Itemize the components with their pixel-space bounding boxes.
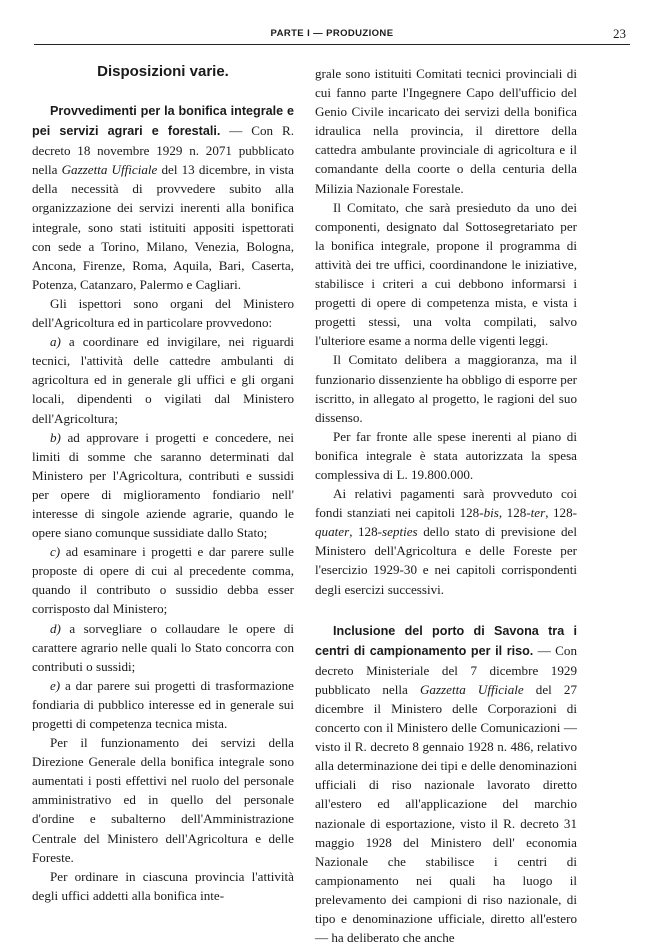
running-head-title: PARTE I — PRODUZIONE (270, 28, 394, 39)
page-number: 23 (613, 26, 626, 41)
article-text: del 27 dicembre il Ministero delle Corporazioni di concerto con il Ministero delle Comunicazioni — visto il R. decreto 8 gennaio 1928 n. 486, relativo alla determinazione dei tipi e delle denominazioni ufficiali di riso nazionale lavorato diretto all'estero ed all'applicazione del marchio nazionale di esportazione, visto il R. decreto 31 maggio 1928 del Ministero dell' economia Nazionale che stabilisce i centri di campionamento nei quali ha luogo il prelevamento dei campioni di riso nazionale, di tipo e denominazione ufficiale, diretto all'estero — ha deliberato che anche (315, 681, 578, 946)
running-head (34, 24, 630, 45)
item-text: ad esaminare i progetti e dar parere sulle proposte di opere di cui al precedente comma, quando il contributo o sussidio debba esser corrisposto dal Ministero; (32, 544, 294, 617)
gazette-title: Gazzetta Ufficiale (61, 162, 158, 178)
article-bonifica-intro (32, 101, 294, 294)
paragraph-spese: Per far fronte alle spese inerenti al piano di bonifica integrale è stata autorizzata la spesa complessiva di L. 19.800.000. (315, 428, 577, 482)
paragraph-comitato: Il Comitato, che sarà presieduto da uno dei componenti, designato dal Sottosegretariato per la bonifica integrale, propone il programma di attività dei tre uffici, coordinandone le iniziative, stabilisce i criteri a cui debbono informarsi i progetti di opere di competenza mista, e vista i progetti stessi, una volta compilati, salvo l'ulteriore esame a norma delle vigenti leggi. (315, 199, 577, 349)
chapter-suffix: bis (483, 505, 499, 521)
article-text: — Con R. decreto 18 novembre 1929 n. 2071 pubblicato nella (32, 123, 295, 178)
chapter-suffix: quater (315, 524, 350, 540)
paragraph-pagamenti (315, 484, 577, 599)
paragraph-per-ordinare: Per ordinare in ciascuna provincia l'attività degli uffici addetti alla bonifica inte- (32, 868, 294, 903)
item-text: a coordinare ed invigilare, nei riguardi tecnici, l'attività delle cattedre ambulanti di agricoltura ed in generale gli uffici e gli organi locali, dipendenti o vigilati dal Ministero dell'Agricoltura; (32, 334, 294, 426)
article-heading-bonifica: Provvedimenti per la bonifica integrale e pei servizi agrari e forestali. (32, 104, 294, 139)
text-run: , 128- (349, 524, 383, 540)
item-text: a sorvegliare o collaudare le opere di carattere agrario nelle quali lo Stato concorra con contributi o sussidi; (32, 620, 294, 674)
gazette-title: Gazzetta Ufficiale (419, 681, 524, 697)
text-run: , 128- (498, 505, 531, 521)
right-column (315, 64, 577, 947)
article-text: del 13 dicembre, in vista della necessità di provvedere subito alla organizzazione dei servizi inerenti alla bonifica integrale, sono stati istituiti appositi ispettorati con sede a Torino, Milano, Venezia, Bologna, Ancona, Firenze, Roma, Aquila, Bari, Caserta, Potenza, Catanzaro, Palermo e Cagliari. (32, 162, 294, 292)
list-item-b (32, 428, 294, 543)
text-run: , 128- (545, 505, 577, 521)
item-label: c) (50, 544, 61, 560)
left-column (32, 62, 294, 905)
item-label: b) (50, 429, 61, 445)
chapter-suffix: septies (382, 524, 418, 540)
list-item-c (32, 542, 294, 618)
item-text: a dar parere sui progetti di trasformazione fondiaria di pubblico interesse ed in generale sui progetti di competenza tecnica mista. (32, 677, 294, 731)
item-label: e) (50, 677, 61, 693)
paragraph-delibera: Il Comitato delibera a maggioranza, ma il funzionario dissenziente ha obbligo di esporre per iscritto, in allegato al progetto, le ragioni del suo dissenso. (315, 352, 577, 425)
article-heading-savona: Inclusione del porto di Savona tra i centri di campionamento per il riso. (315, 623, 577, 658)
item-label: d) (50, 620, 61, 636)
item-label: a) (50, 334, 61, 350)
article-text: — Con decreto Ministeriale del 7 dicembre 1929 pubblicato nella (315, 642, 578, 697)
item-text: ad approvare i progetti e concedere, nei limiti di somme che saranno determinati dal Ministero per l'Agricoltura, contributi e sussidi per opere di miglioramento fondiario nell' interesse di singole aziende agrarie, quando le opere siano comunque sussidiate dallo Stato; (32, 429, 294, 541)
list-item-a (32, 332, 294, 427)
list-item-e (32, 676, 294, 733)
list-item-d (32, 619, 294, 676)
section-gap (315, 599, 577, 621)
paragraph-continuation: grale sono istituiti Comitati tecnici provinciali di cui fanno parte l'Ingegnere Capo dell'ufficio del Genio Civile incaricato dei servizi della bonifica idraulica nella provincia, il direttore della cattedra ambulante provinciale di agricoltura e il comandante della coorte o della centuria della Milizia Nazionale Forestale. (315, 66, 577, 196)
chapter-suffix: ter (530, 505, 546, 521)
text-run: Ai relativi pagamenti sarà provveduto coi fondi stanziati nei capitoli 128- (315, 486, 577, 521)
text-run: dello stato di previsione del Ministero dell'Agricoltura e delle Foreste per l'esercizio 1929-30 e nei capitoli corrispondenti degli esercizi successivi. (315, 524, 577, 597)
article-savona (315, 621, 577, 947)
paragraph-funzionamento: Per il funzionamento dei servizi della Direzione Generale della bonifica integrale sono aumentati i posti effettivi nel ruolo del personale amministrativo ed in quello del personale d'ordine e subalterno dell'Amministrazione Centrale del Ministero dell'Agricoltura e delle Foreste. (32, 735, 294, 865)
section-title: Disposizioni varie. (97, 63, 229, 80)
paragraph-ispettori: Gli ispettori sono organi del Ministero dell'Agricoltura ed in particolare provvedono: (32, 295, 294, 331)
